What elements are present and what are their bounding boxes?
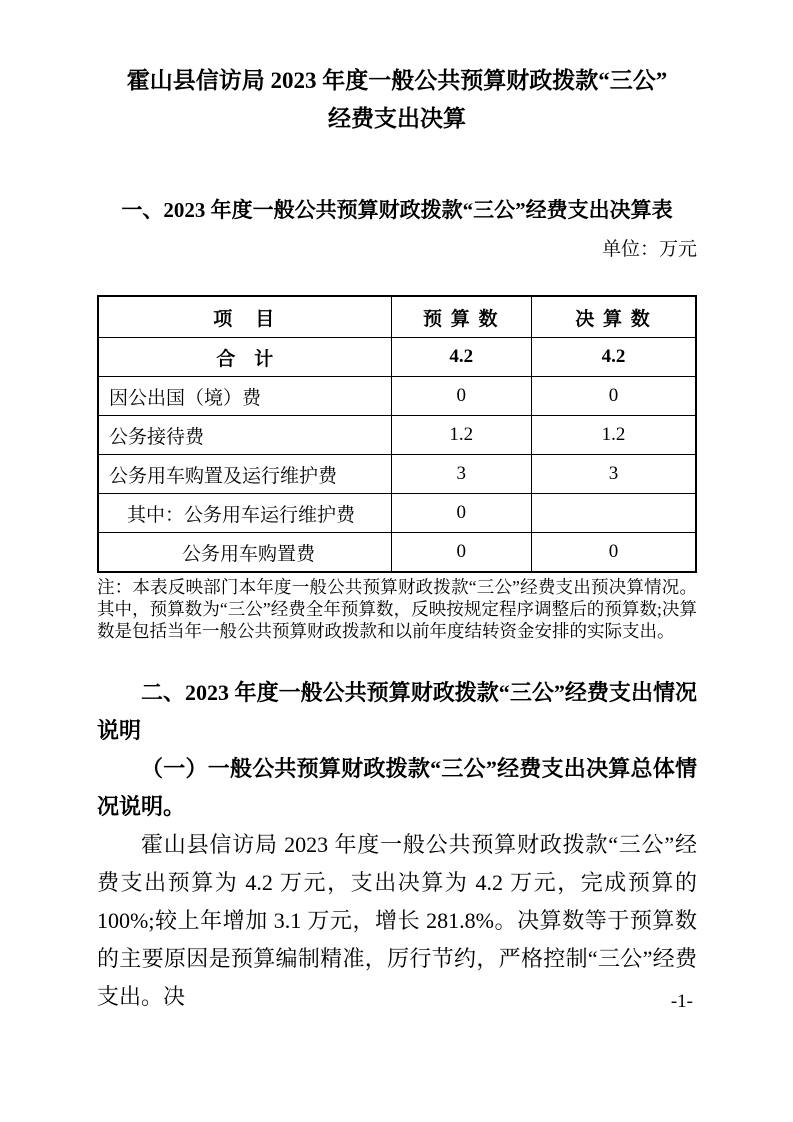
row-final-total: 4.2 xyxy=(532,338,696,377)
document-title-line2: 经费支出决算 xyxy=(328,106,466,131)
row-label-vehicle-total: 公务用车购置及运行维护费 xyxy=(98,455,391,494)
row-label-vehicle-purchase: 公务用车购置费 xyxy=(98,533,391,573)
row-budget-total: 4.2 xyxy=(391,338,532,377)
row-label-total: 合 计 xyxy=(98,338,391,377)
table-row-vehicle-total xyxy=(98,455,696,494)
table-note: 注：本表反映部门本年度一般公共预算财政拨款“三公”经费支出预决算情况。其中，预算数为“三公”经费全年预算数，反映按规定程序调整后的预算数;决算数是包括当年一般公共预算财政拨款和以前年度结转资金安排的实际支出。 xyxy=(97,577,697,641)
column-header-item: 项 目 xyxy=(98,296,391,338)
table-row-vehicle-purchase xyxy=(98,533,696,573)
row-final-vehicle-purchase: 0 xyxy=(532,533,696,573)
row-budget-vehicle-operation: 0 xyxy=(391,494,532,533)
table-row-reception-expense xyxy=(98,416,696,455)
document-title xyxy=(97,62,697,138)
table-header-row xyxy=(98,296,696,338)
table-row-total xyxy=(98,338,696,377)
row-budget-abroad: 0 xyxy=(391,377,532,416)
row-label-reception: 公务接待费 xyxy=(98,416,391,455)
row-final-vehicle-total: 3 xyxy=(532,455,696,494)
section2-paragraph: 霍山县信访局 2023 年度一般公共预算财政拨款“三公”经费支出预算为 4.2 万元，支出决算为 4.2 万元，完成预算的 100%;较上年增加 3.1 万元，增长 281.8%。决算数等于预算数的主要原因是预算编制精准，厉行节约，严格控制“三公”经费支出。决 xyxy=(97,832,698,1009)
section1-heading: 一、2023 年度一般公共预算财政拨款“三公”经费支出决算表 xyxy=(121,198,673,222)
row-final-abroad: 0 xyxy=(532,377,696,416)
unit-label: 单位：万元 xyxy=(601,239,697,260)
section2-heading: 二、2023 年度一般公共预算财政拨款“三公”经费支出情况说明 xyxy=(97,680,697,743)
three-public-expense-table xyxy=(97,295,697,573)
row-label-abroad: 因公出国（境）费 xyxy=(98,377,391,416)
row-budget-vehicle-purchase: 0 xyxy=(391,533,532,573)
column-header-budget: 预 算 数 xyxy=(391,296,532,338)
table-row-abroad-expense xyxy=(98,377,696,416)
section2-subheading: （一）一般公共预算财政拨款“三公”经费支出决算总体情况说明。 xyxy=(97,756,697,819)
row-label-vehicle-operation: 其中：公务用车运行维护费 xyxy=(98,494,391,533)
document-title-line1: 霍山县信访局 2023 年度一般公共预算财政拨款“三公” xyxy=(126,68,668,93)
row-budget-vehicle-total: 3 xyxy=(391,455,532,494)
table-row-vehicle-operation xyxy=(98,494,696,533)
row-budget-reception: 1.2 xyxy=(391,416,532,455)
row-final-reception: 1.2 xyxy=(532,416,696,455)
page-number: -1- xyxy=(670,991,693,1012)
row-final-vehicle-operation xyxy=(532,494,696,533)
column-header-final: 决 算 数 xyxy=(532,296,696,338)
